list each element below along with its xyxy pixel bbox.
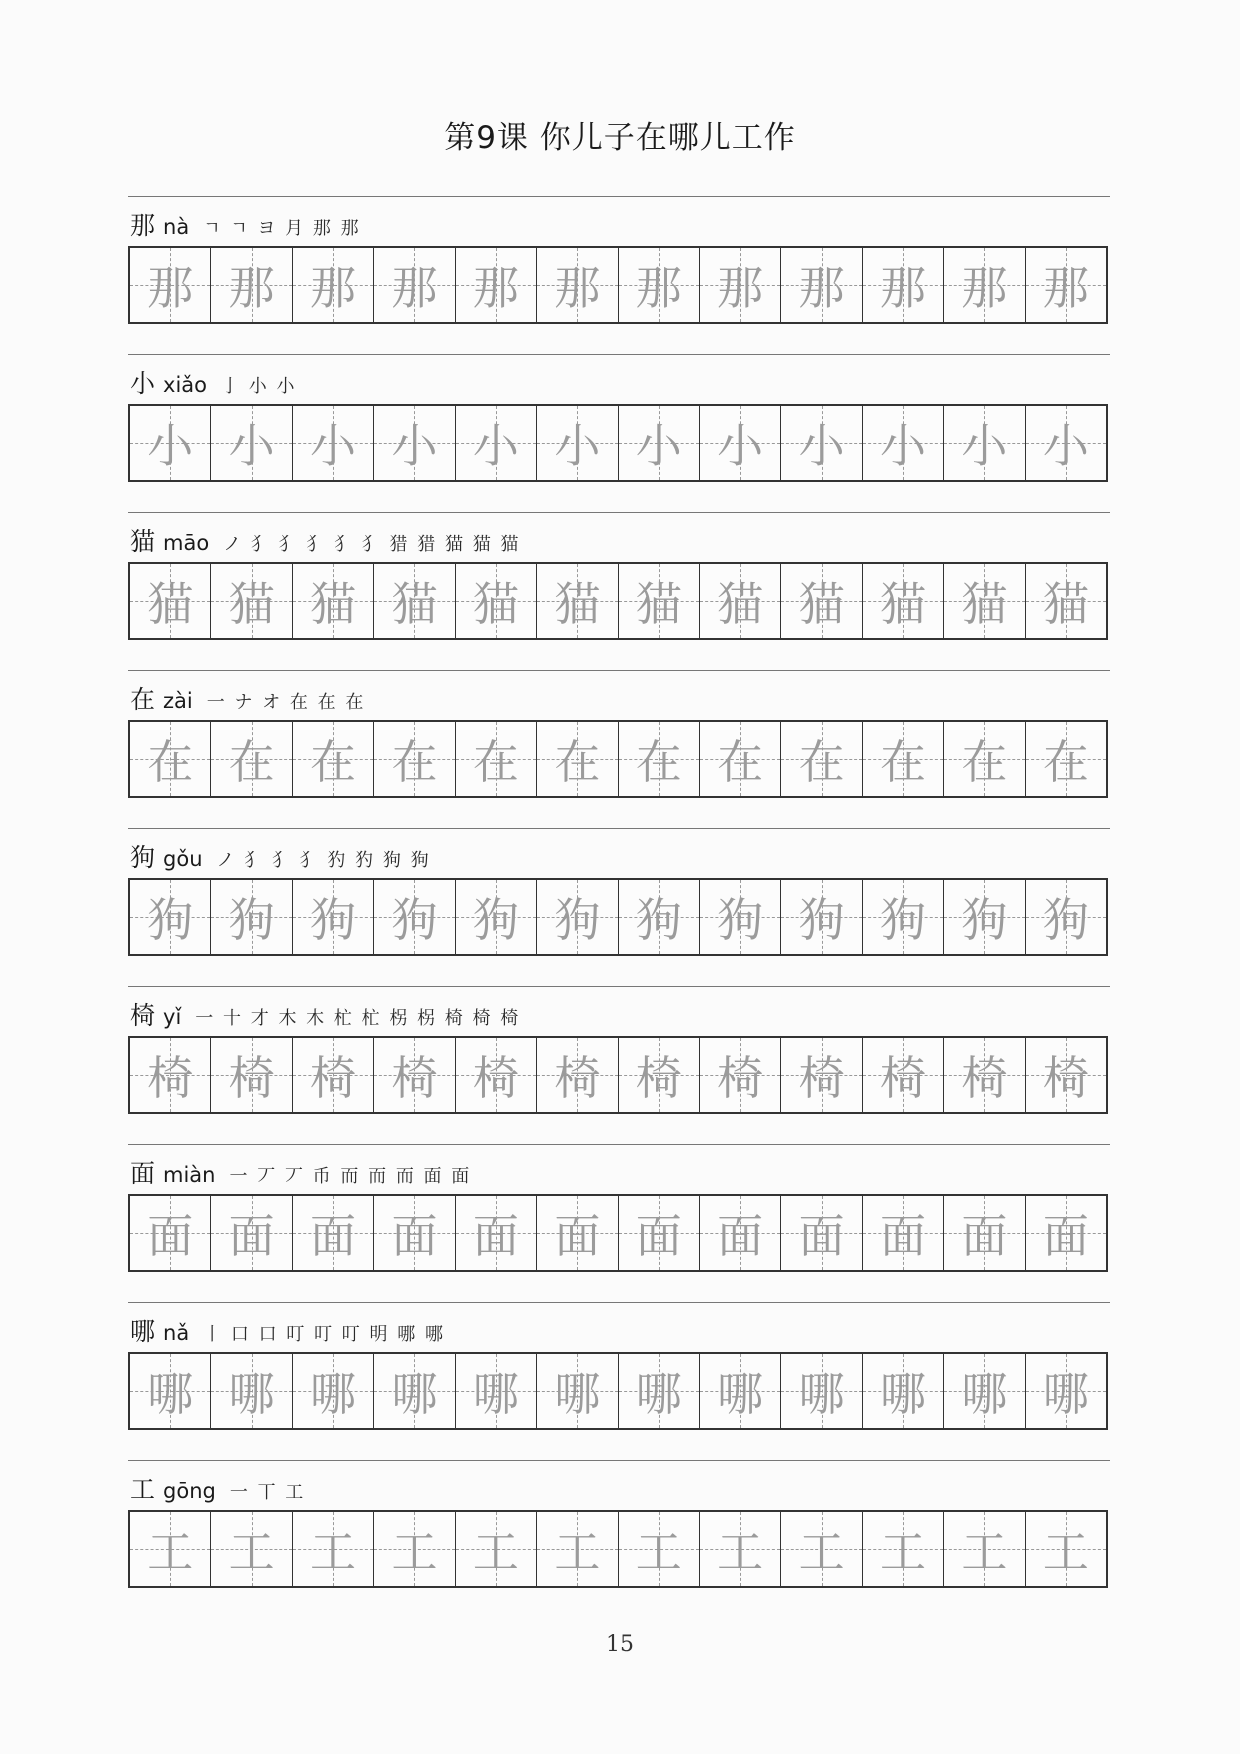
practice-cell[interactable] — [944, 722, 1025, 796]
trace-char: 狗 — [391, 893, 438, 947]
practice-cell[interactable] — [537, 722, 618, 796]
trace-char: 哪 — [472, 1367, 519, 1421]
trace-char: 椅 — [310, 1051, 357, 1105]
practice-cell[interactable] — [293, 564, 374, 638]
practice-cell[interactable] — [863, 880, 944, 954]
practice-cell[interactable] — [700, 722, 781, 796]
practice-section-na — [120, 196, 1110, 336]
practice-cell[interactable] — [293, 406, 374, 480]
trace-char: 猫 — [880, 577, 926, 631]
section-header — [130, 838, 431, 872]
practice-cell[interactable] — [456, 406, 537, 480]
trace-char: 椅 — [554, 1051, 601, 1105]
practice-cell[interactable] — [130, 1354, 211, 1428]
trace-char: 猫 — [635, 577, 682, 631]
trace-char: 工 — [635, 1525, 682, 1579]
trace-char: 面 — [391, 1209, 438, 1263]
practice-cell[interactable] — [293, 880, 374, 954]
trace-char: 狗 — [310, 893, 357, 947]
trace-char: 椅 — [880, 1051, 926, 1105]
practice-grid — [128, 1036, 1108, 1114]
practice-grid — [128, 1352, 1108, 1430]
trace-char: 那 — [880, 261, 926, 315]
trace-char: 面 — [310, 1209, 357, 1263]
practice-cell[interactable] — [293, 1196, 374, 1270]
practice-cell[interactable] — [211, 880, 292, 954]
trace-char: 面 — [1042, 1209, 1089, 1263]
practice-section-mao — [120, 512, 1110, 652]
stroke-order: ノ 犭 犭 犭 犳 犳 狗 狗 — [216, 850, 431, 871]
trace-char: 哪 — [880, 1367, 926, 1421]
trace-char: 小 — [635, 419, 682, 473]
section-rule — [128, 1302, 1110, 1303]
trace-char: 工 — [798, 1525, 845, 1579]
trace-char: 工 — [147, 1525, 194, 1579]
header-pinyin: gōng — [163, 1479, 216, 1503]
practice-cell[interactable] — [374, 564, 455, 638]
stroke-order: ㄱ ㄱ ヨ 月 那 那 — [203, 218, 361, 239]
practice-cell[interactable] — [1026, 722, 1106, 796]
trace-char: 在 — [472, 735, 519, 789]
practice-cell[interactable] — [374, 406, 455, 480]
practice-cell[interactable] — [619, 880, 700, 954]
practice-cell[interactable] — [700, 880, 781, 954]
practice-cell[interactable] — [944, 1354, 1025, 1428]
section-rule — [128, 354, 1110, 355]
practice-grid — [128, 1194, 1108, 1272]
practice-cell[interactable] — [781, 880, 862, 954]
header-char: 狗 — [130, 843, 156, 872]
practice-cell[interactable] — [863, 248, 944, 322]
practice-cell[interactable] — [537, 1196, 618, 1270]
practice-cell[interactable] — [537, 1354, 618, 1428]
header-char: 猫 — [130, 527, 156, 556]
practice-cell[interactable] — [619, 248, 700, 322]
trace-char: 哪 — [961, 1367, 1008, 1421]
practice-cell[interactable] — [456, 1512, 537, 1586]
section-header — [130, 996, 520, 1030]
trace-char: 猫 — [1042, 577, 1089, 631]
header-char: 小 — [130, 369, 156, 398]
trace-char: 面 — [880, 1209, 926, 1263]
lesson-title: 第9课 你儿子在哪儿工作 — [444, 120, 796, 156]
practice-cell[interactable] — [537, 248, 618, 322]
trace-char: 椅 — [798, 1051, 845, 1105]
trace-char: 面 — [554, 1209, 601, 1263]
trace-char: 哪 — [798, 1367, 845, 1421]
trace-char: 在 — [961, 735, 1008, 789]
practice-section-na3 — [120, 1302, 1110, 1442]
practice-cell[interactable] — [863, 1196, 944, 1270]
practice-section-mian — [120, 1144, 1110, 1284]
practice-cell[interactable] — [944, 406, 1025, 480]
practice-cell[interactable] — [374, 722, 455, 796]
trace-char: 在 — [880, 735, 926, 789]
trace-char: 面 — [228, 1209, 275, 1263]
practice-cell[interactable] — [1026, 248, 1106, 322]
trace-char: 在 — [717, 735, 764, 789]
trace-char: 猫 — [717, 577, 764, 631]
practice-section-xiao — [120, 354, 1110, 494]
header-pinyin: zài — [163, 689, 193, 713]
trace-char: 小 — [961, 419, 1008, 473]
practice-cell[interactable] — [944, 564, 1025, 638]
trace-char: 椅 — [717, 1051, 764, 1105]
practice-section-gou — [120, 828, 1110, 968]
practice-cell[interactable] — [863, 1038, 944, 1112]
practice-cell[interactable] — [1026, 406, 1106, 480]
trace-char: 在 — [391, 735, 438, 789]
trace-char: 狗 — [798, 893, 845, 947]
practice-cell[interactable] — [456, 880, 537, 954]
practice-section-gong — [120, 1460, 1110, 1600]
practice-cell[interactable] — [211, 722, 292, 796]
trace-char: 小 — [1042, 419, 1089, 473]
trace-char: 那 — [554, 261, 601, 315]
header-pinyin: gǒu — [163, 847, 203, 871]
practice-grid — [128, 878, 1108, 956]
section-header — [130, 206, 361, 240]
practice-cell[interactable] — [863, 722, 944, 796]
trace-char: 在 — [147, 735, 194, 789]
trace-char: 那 — [717, 261, 764, 315]
practice-cell[interactable] — [130, 1512, 211, 1586]
practice-cell[interactable] — [130, 564, 211, 638]
practice-cell[interactable] — [781, 564, 862, 638]
trace-char: 那 — [310, 261, 357, 315]
practice-cell[interactable] — [293, 1038, 374, 1112]
trace-char: 面 — [798, 1209, 845, 1263]
stroke-order: 一 ナ オ 在 在 在 — [206, 692, 366, 713]
trace-char: 面 — [472, 1209, 519, 1263]
practice-cell[interactable] — [863, 406, 944, 480]
trace-char: 椅 — [228, 1051, 275, 1105]
trace-char: 猫 — [554, 577, 601, 631]
practice-cell[interactable] — [1026, 1354, 1106, 1428]
practice-cell[interactable] — [456, 1038, 537, 1112]
practice-cell[interactable] — [211, 406, 292, 480]
practice-cell[interactable] — [700, 1196, 781, 1270]
trace-char: 在 — [1042, 735, 1089, 789]
trace-char: 小 — [554, 419, 601, 473]
header-pinyin: nà — [163, 215, 190, 239]
header-pinyin: nǎ — [163, 1321, 190, 1345]
trace-char: 哪 — [391, 1367, 438, 1421]
trace-char: 面 — [635, 1209, 682, 1263]
trace-char: 工 — [472, 1525, 519, 1579]
page-number: 15 — [606, 1632, 634, 1657]
practice-cell[interactable] — [781, 1196, 862, 1270]
practice-grid — [128, 404, 1108, 482]
practice-cell[interactable] — [944, 1512, 1025, 1586]
trace-char: 狗 — [472, 893, 519, 947]
practice-cell[interactable] — [374, 880, 455, 954]
trace-char: 猫 — [310, 577, 357, 631]
section-rule — [128, 986, 1110, 987]
trace-char: 工 — [554, 1525, 601, 1579]
section-header — [130, 1312, 445, 1346]
trace-char: 狗 — [717, 893, 764, 947]
practice-cell[interactable] — [211, 1038, 292, 1112]
trace-char: 哪 — [554, 1367, 601, 1421]
trace-char: 工 — [228, 1525, 275, 1579]
practice-cell[interactable] — [374, 1038, 455, 1112]
header-pinyin: xiǎo — [163, 373, 207, 397]
practice-cell[interactable] — [944, 1196, 1025, 1270]
section-header — [130, 1470, 305, 1504]
practice-cell[interactable] — [619, 1196, 700, 1270]
trace-char: 面 — [717, 1209, 764, 1263]
header-pinyin: māo — [163, 531, 210, 555]
practice-cell[interactable] — [1026, 1196, 1106, 1270]
section-rule — [128, 828, 1110, 829]
practice-cell[interactable] — [537, 406, 618, 480]
section-rule — [128, 1460, 1110, 1461]
practice-cell[interactable] — [211, 1354, 292, 1428]
trace-char: 那 — [961, 261, 1008, 315]
practice-grid — [128, 246, 1108, 324]
practice-cell[interactable] — [211, 248, 292, 322]
practice-cell[interactable] — [130, 406, 211, 480]
practice-cell[interactable] — [619, 722, 700, 796]
practice-cell[interactable] — [944, 248, 1025, 322]
practice-cell[interactable] — [781, 1038, 862, 1112]
practice-cell[interactable] — [781, 722, 862, 796]
trace-char: 狗 — [554, 893, 601, 947]
header-char: 在 — [130, 685, 156, 714]
practice-cell[interactable] — [619, 564, 700, 638]
header-char: 哪 — [130, 1317, 156, 1346]
trace-char: 猫 — [228, 577, 275, 631]
trace-char: 那 — [472, 261, 519, 315]
trace-char: 椅 — [1042, 1051, 1089, 1105]
practice-cell[interactable] — [619, 406, 700, 480]
practice-cell[interactable] — [863, 1512, 944, 1586]
practice-cell[interactable] — [293, 1512, 374, 1586]
section-rule — [128, 196, 1110, 197]
trace-char: 小 — [391, 419, 438, 473]
practice-cell[interactable] — [537, 880, 618, 954]
trace-char: 椅 — [635, 1051, 682, 1105]
trace-char: 哪 — [310, 1367, 357, 1421]
practice-cell[interactable] — [456, 248, 537, 322]
practice-cell[interactable] — [211, 564, 292, 638]
practice-cell[interactable] — [700, 564, 781, 638]
practice-cell[interactable] — [781, 1512, 862, 1586]
practice-cell[interactable] — [863, 1354, 944, 1428]
trace-char: 狗 — [880, 893, 926, 947]
stroke-order: 亅 小 小 — [221, 376, 297, 397]
trace-char: 小 — [798, 419, 845, 473]
section-rule — [128, 670, 1110, 671]
section-rule — [128, 1144, 1110, 1145]
trace-char: 那 — [1042, 261, 1089, 315]
trace-char: 哪 — [717, 1367, 764, 1421]
trace-char: 那 — [147, 261, 194, 315]
section-rule — [128, 512, 1110, 513]
trace-char: 面 — [147, 1209, 194, 1263]
practice-cell[interactable] — [293, 248, 374, 322]
trace-char: 工 — [1042, 1525, 1089, 1579]
practice-cell[interactable] — [374, 1354, 455, 1428]
trace-char: 小 — [472, 419, 519, 473]
practice-cell[interactable] — [374, 248, 455, 322]
practice-cell[interactable] — [1026, 1512, 1106, 1586]
trace-char: 那 — [798, 261, 845, 315]
practice-cell[interactable] — [1026, 564, 1106, 638]
practice-cell[interactable] — [211, 1196, 292, 1270]
practice-cell[interactable] — [130, 722, 211, 796]
practice-cell[interactable] — [456, 1196, 537, 1270]
trace-char: 猫 — [798, 577, 845, 631]
stroke-order: 丨 口 口 叮 叮 叮 明 哪 哪 — [203, 1324, 445, 1345]
practice-grid — [128, 562, 1108, 640]
trace-char: 那 — [228, 261, 275, 315]
practice-cell[interactable] — [1026, 880, 1106, 954]
trace-char: 狗 — [147, 893, 194, 947]
trace-char: 哪 — [635, 1367, 682, 1421]
practice-cell[interactable] — [863, 564, 944, 638]
practice-cell[interactable] — [781, 1354, 862, 1428]
practice-cell[interactable] — [700, 1038, 781, 1112]
trace-char: 猫 — [147, 577, 194, 631]
practice-cell[interactable] — [130, 248, 211, 322]
practice-cell[interactable] — [537, 1512, 618, 1586]
section-header — [130, 1154, 471, 1188]
section-header — [130, 522, 520, 556]
trace-char: 猫 — [472, 577, 519, 631]
trace-char: 在 — [798, 735, 845, 789]
trace-char: 工 — [880, 1525, 926, 1579]
trace-char: 在 — [228, 735, 275, 789]
trace-char: 猫 — [961, 577, 1008, 631]
trace-char: 椅 — [147, 1051, 194, 1105]
practice-cell[interactable] — [456, 1354, 537, 1428]
practice-cell[interactable] — [374, 1512, 455, 1586]
stroke-order: 一 丆 丆 币 而 而 而 面 面 — [229, 1166, 472, 1187]
practice-cell[interactable] — [456, 722, 537, 796]
header-char: 椅 — [130, 1001, 156, 1030]
practice-cell[interactable] — [130, 880, 211, 954]
practice-grid — [128, 720, 1108, 798]
trace-char: 工 — [717, 1525, 764, 1579]
practice-cell[interactable] — [944, 880, 1025, 954]
trace-char: 在 — [554, 735, 601, 789]
header-pinyin: yǐ — [163, 1005, 182, 1029]
trace-char: 哪 — [147, 1367, 194, 1421]
section-header — [130, 364, 296, 398]
practice-cell[interactable] — [700, 1354, 781, 1428]
practice-cell[interactable] — [374, 1196, 455, 1270]
trace-char: 狗 — [635, 893, 682, 947]
trace-char: 椅 — [391, 1051, 438, 1105]
trace-char: 小 — [717, 419, 764, 473]
trace-char: 工 — [961, 1525, 1008, 1579]
stroke-order: 一 丅 工 — [229, 1482, 306, 1503]
trace-char: 椅 — [961, 1051, 1008, 1105]
trace-char: 面 — [961, 1209, 1008, 1263]
section-header — [130, 680, 365, 714]
practice-cell[interactable] — [1026, 1038, 1106, 1112]
trace-char: 狗 — [961, 893, 1008, 947]
stroke-order: 一 十 才 木 木 杧 杧 柺 柺 椅 椅 椅 — [195, 1008, 521, 1029]
practice-cell[interactable] — [293, 1354, 374, 1428]
practice-cell[interactable] — [211, 1512, 292, 1586]
practice-cell[interactable] — [781, 248, 862, 322]
practice-cell[interactable] — [537, 1038, 618, 1112]
practice-cell[interactable] — [700, 248, 781, 322]
practice-cell[interactable] — [456, 564, 537, 638]
practice-cell[interactable] — [619, 1512, 700, 1586]
trace-char: 猫 — [391, 577, 438, 631]
practice-grid — [128, 1510, 1108, 1588]
practice-cell[interactable] — [700, 406, 781, 480]
practice-section-yi — [120, 986, 1110, 1126]
header-pinyin: miàn — [163, 1163, 216, 1187]
trace-char: 狗 — [228, 893, 275, 947]
practice-cell[interactable] — [700, 1512, 781, 1586]
practice-cell[interactable] — [781, 406, 862, 480]
trace-char: 小 — [147, 419, 194, 473]
stroke-order: ノ 犭 犭 犭 犭 犭 猎 猎 猫 猫 猫 — [223, 534, 521, 555]
trace-char: 小 — [228, 419, 275, 473]
trace-char: 那 — [391, 261, 438, 315]
practice-cell[interactable] — [293, 722, 374, 796]
trace-char: 小 — [310, 419, 357, 473]
header-char: 那 — [130, 211, 156, 240]
trace-char: 在 — [635, 735, 682, 789]
trace-char: 哪 — [228, 1367, 275, 1421]
trace-char: 那 — [635, 261, 682, 315]
trace-char: 工 — [391, 1525, 438, 1579]
practice-section-zai — [120, 670, 1110, 810]
trace-char: 在 — [310, 735, 357, 789]
trace-char: 小 — [880, 419, 926, 473]
header-char: 面 — [130, 1159, 156, 1188]
trace-char: 哪 — [1042, 1367, 1089, 1421]
header-char: 工 — [130, 1475, 156, 1504]
practice-cell[interactable] — [944, 1038, 1025, 1112]
practice-cell[interactable] — [130, 1196, 211, 1270]
trace-char: 工 — [310, 1525, 357, 1579]
practice-cell[interactable] — [619, 1354, 700, 1428]
trace-char: 椅 — [472, 1051, 519, 1105]
practice-cell[interactable] — [537, 564, 618, 638]
practice-cell[interactable] — [619, 1038, 700, 1112]
trace-char: 狗 — [1042, 893, 1089, 947]
practice-cell[interactable] — [130, 1038, 211, 1112]
